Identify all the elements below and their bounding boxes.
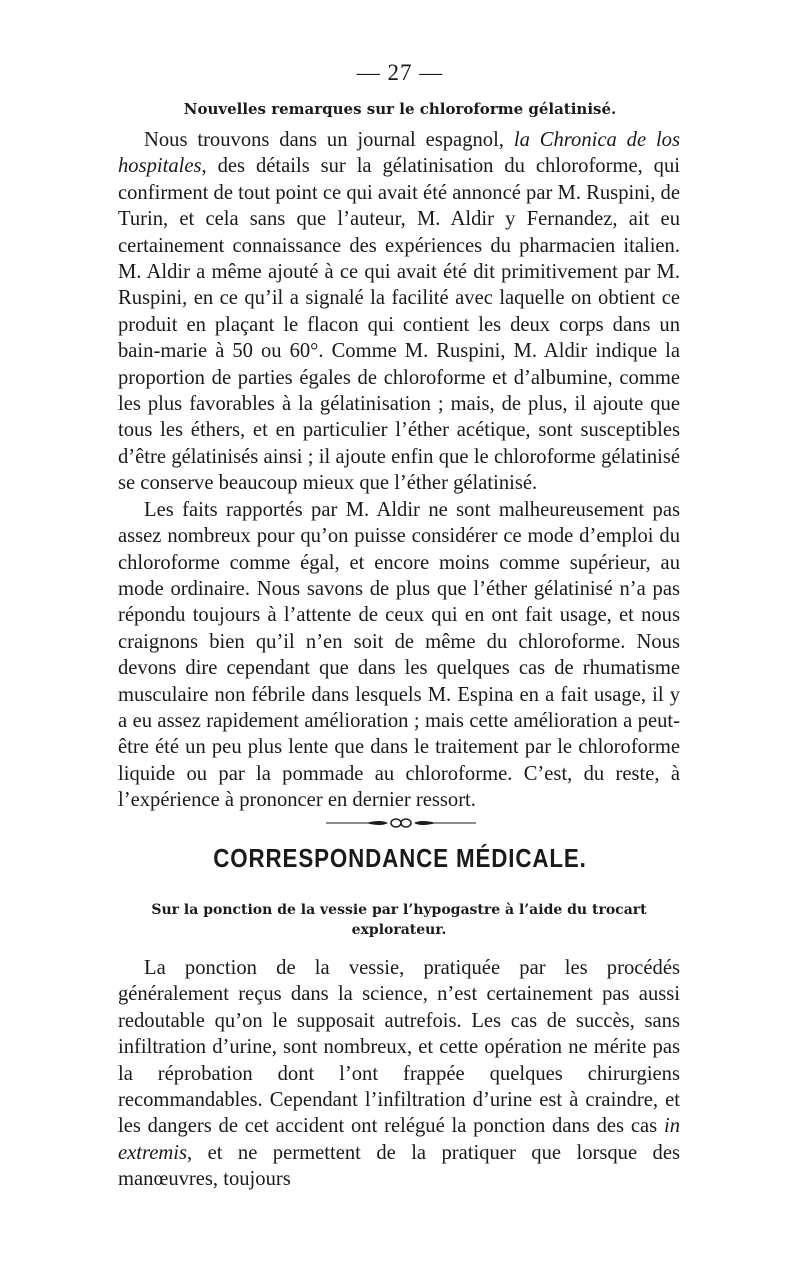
fleuron-rule-icon	[326, 817, 476, 829]
paragraph-1	[118, 127, 680, 497]
italic-run: la Chronica de los hospitales	[118, 129, 680, 178]
section-title-chloroforme: Nouvelles remarques sur le chloroforme gélatinisé.	[183, 100, 617, 118]
italic-run: in extremis	[118, 1115, 680, 1164]
paragraph-2: Les faits rapportés par M. Aldir ne sont malheureusement pas assez nombreux pour qu’on puisse considérer ce mode d’emploi du chloroforme comme égal, et encore moins comme supérieur, au mode ordinaire. Nous savons de plus que l’éther gélatinisé n’a pas répondu toujours à l’attente de ceux qui en ont fait usage, et nous craignons bien qu’il n’en soit de même du chloroforme. Nous devons dire cependant que dans les quelques cas de rhumatisme musculaire non fébrile dans lesquels M. Espina en a fait usage, il y a eu assez rapidement amélioration ; mais cette amélioration a peut-être été un peu plus lente que dans le traitement par le chloroforme liquide ou par la pommade au chloroforme. C’est, du reste, à l’expérience à prononcer en dernier ressort.	[118, 498, 680, 812]
text-run: , et ne permettent de la pratiquer que lorsque des manœuvres, toujours	[118, 1141, 680, 1191]
text-run: Nous trouvons dans un journal espagnol,	[144, 129, 514, 151]
text-run: La ponction de la vessie, pratiquée par les procédés généralement reçus dans la science, n’est certainement pas aussi redoutable qu’on le supposait autrefois. Les cas de succès, sans infiltration d’urine, sont nombreux, et cette opération ne mérite pas la réprobation dont l’ont frappée quelques chirurgiens recommandables. Cependant l’infiltration d’urine est à craindre, et les dangers de cet accident ont relégué la ponction dans des cas	[118, 957, 680, 1138]
paragraph-3	[118, 955, 680, 1193]
section-subtitle-ponction: Sur la ponction de la vessie par l’hypogastre à l’aide du trocart explorateur.	[151, 902, 647, 938]
text-block-2	[118, 955, 680, 1193]
page-number: — 27 —	[356, 60, 444, 85]
text-run: , des détails sur la gélatinisation du chloroforme, qui confirment de tout point ce qui avait été annoncé par M. Ruspini, de Turin, et cela sans que l’auteur, M. Aldir y Fernandez, ait eu certainement connaissance des expériences du pharmacien italien. M. Aldir a même ajouté à ce qui avait été dit primitivement par M. Ruspini, en ce qu’il a signalé la facilité avec laquelle on obtient ce produit en plaçant le flacon qui contient les deux corps dans un bain-marie à 50 ou 60°. Comme M. Ruspini, M. Aldir indique la proportion de parties égales de chloroforme et d’albumine, comme les plus favorables à la gélatinisation ; mais, de plus, il ajoute que tous les éthers, et en particulier l’éther acétique, sont susceptibles d’être gélatinisés ainsi ; il ajoute enfin que le chloroforme gélatinisé se conserve beaucoup mieux que l’éther gélatinisé.	[118, 155, 680, 495]
section-title-correspondance: CORRESPONDANCE MÉDICALE.	[213, 843, 587, 873]
text-block-1	[118, 127, 680, 814]
